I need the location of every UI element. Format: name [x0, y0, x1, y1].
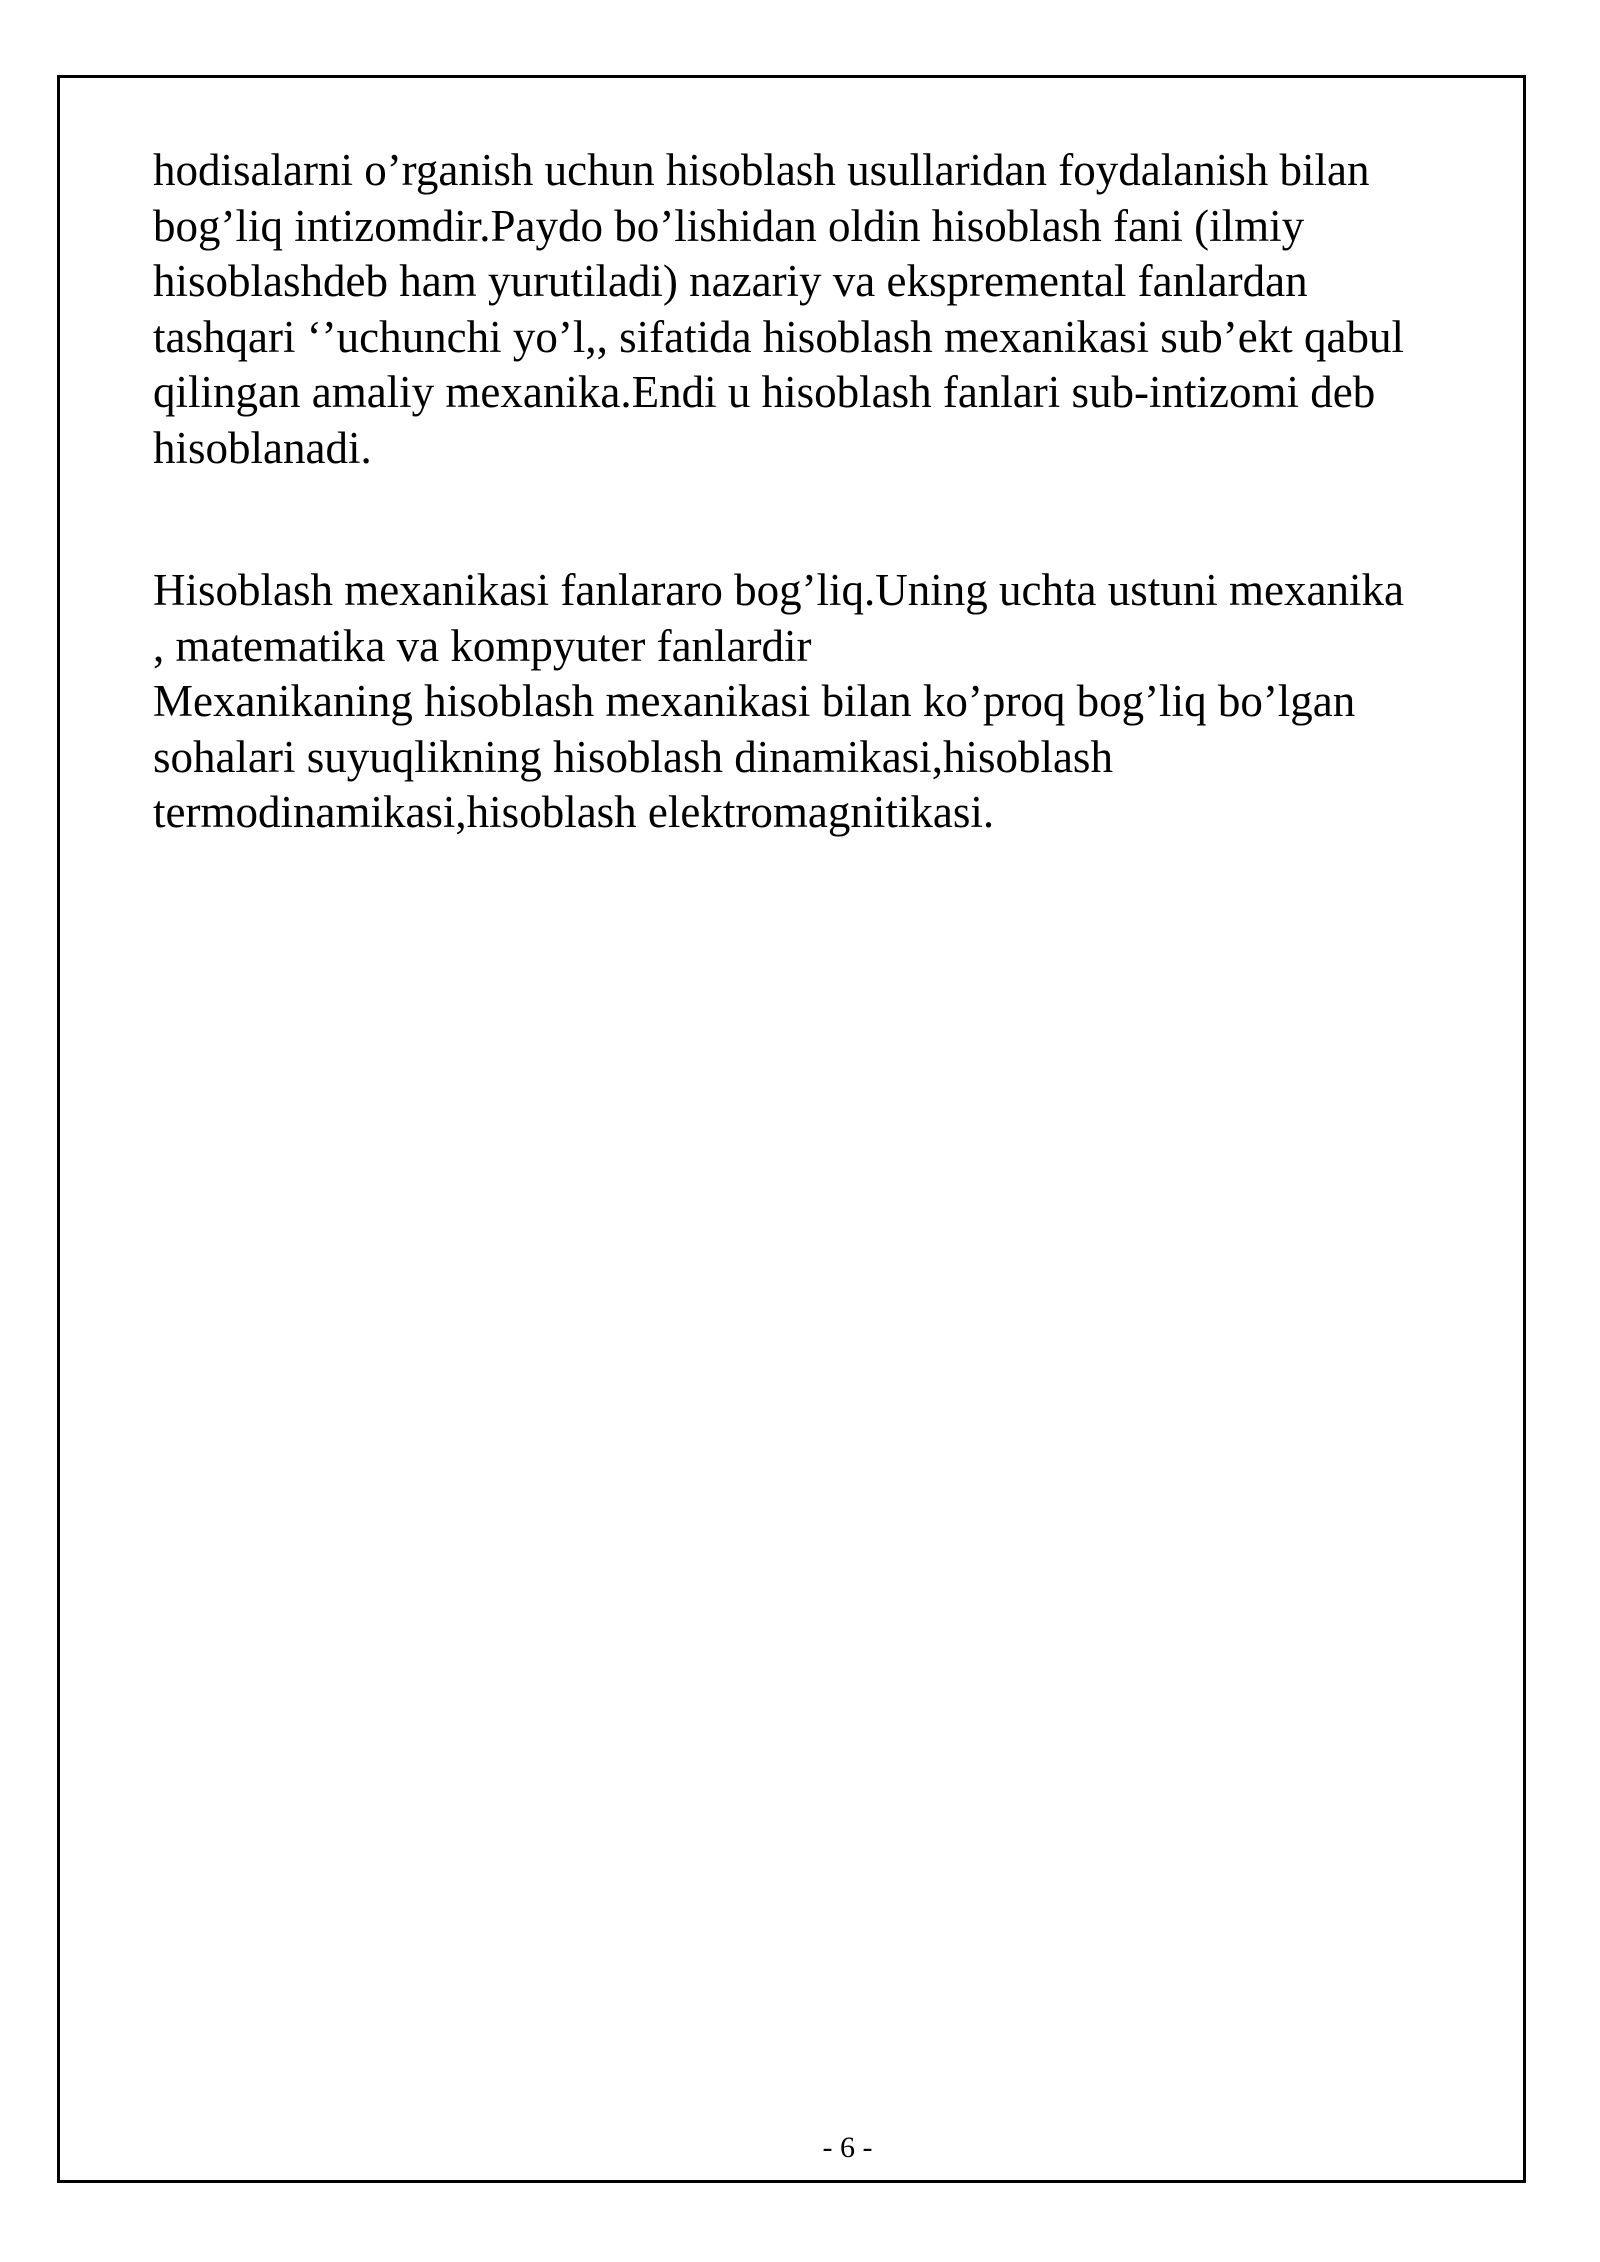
paragraph-line: hisoblashdeb ham yurutiladi) nazariy va ekspremental fanlardan: [153, 256, 1308, 306]
paragraph-line: qilingan amaliy mexanika.Endi u hisoblash fanlari sub-intizomi deb: [153, 367, 1376, 417]
paragraph-2: [153, 563, 1503, 841]
paragraph-line: tashqari ‘’uchunchi yo’l,, sifatida hisoblash mexanikasi sub’ekt qabul: [153, 311, 1404, 362]
paragraph-line: Hisoblash mexanikasi fanlararo bog’liq.Uning uchta ustuni mexanika: [153, 565, 1404, 615]
paragraph-1: [153, 143, 1503, 476]
paragraph-line: Mexanikaning hisoblash mexanikasi bilan ko’proq bog’liq bo’lgan: [153, 676, 1356, 726]
paragraph-line: , matematika va kompyuter fanlardir: [153, 620, 812, 671]
paragraph-line: hisoblanadi.: [153, 422, 372, 473]
paragraph-line: termodinamikasi,hisoblash elektromagnitikasi.: [153, 787, 995, 837]
page-number: - 6 -: [822, 2131, 873, 2164]
paragraph-line: sohalari suyuqlikning hisoblash dinamikasi,hisoblash: [153, 731, 1113, 782]
paragraph-line: bog’liq intizomdir.Paydo bo’lishidan oldin hisoblash fani (ilmiy: [153, 200, 1305, 251]
paragraph-spacer: [153, 476, 1503, 563]
paragraph-line: hodisalarni o’rganish uchun hisoblash usullaridan foydalanish bilan: [153, 145, 1370, 195]
document-body: [153, 143, 1503, 841]
